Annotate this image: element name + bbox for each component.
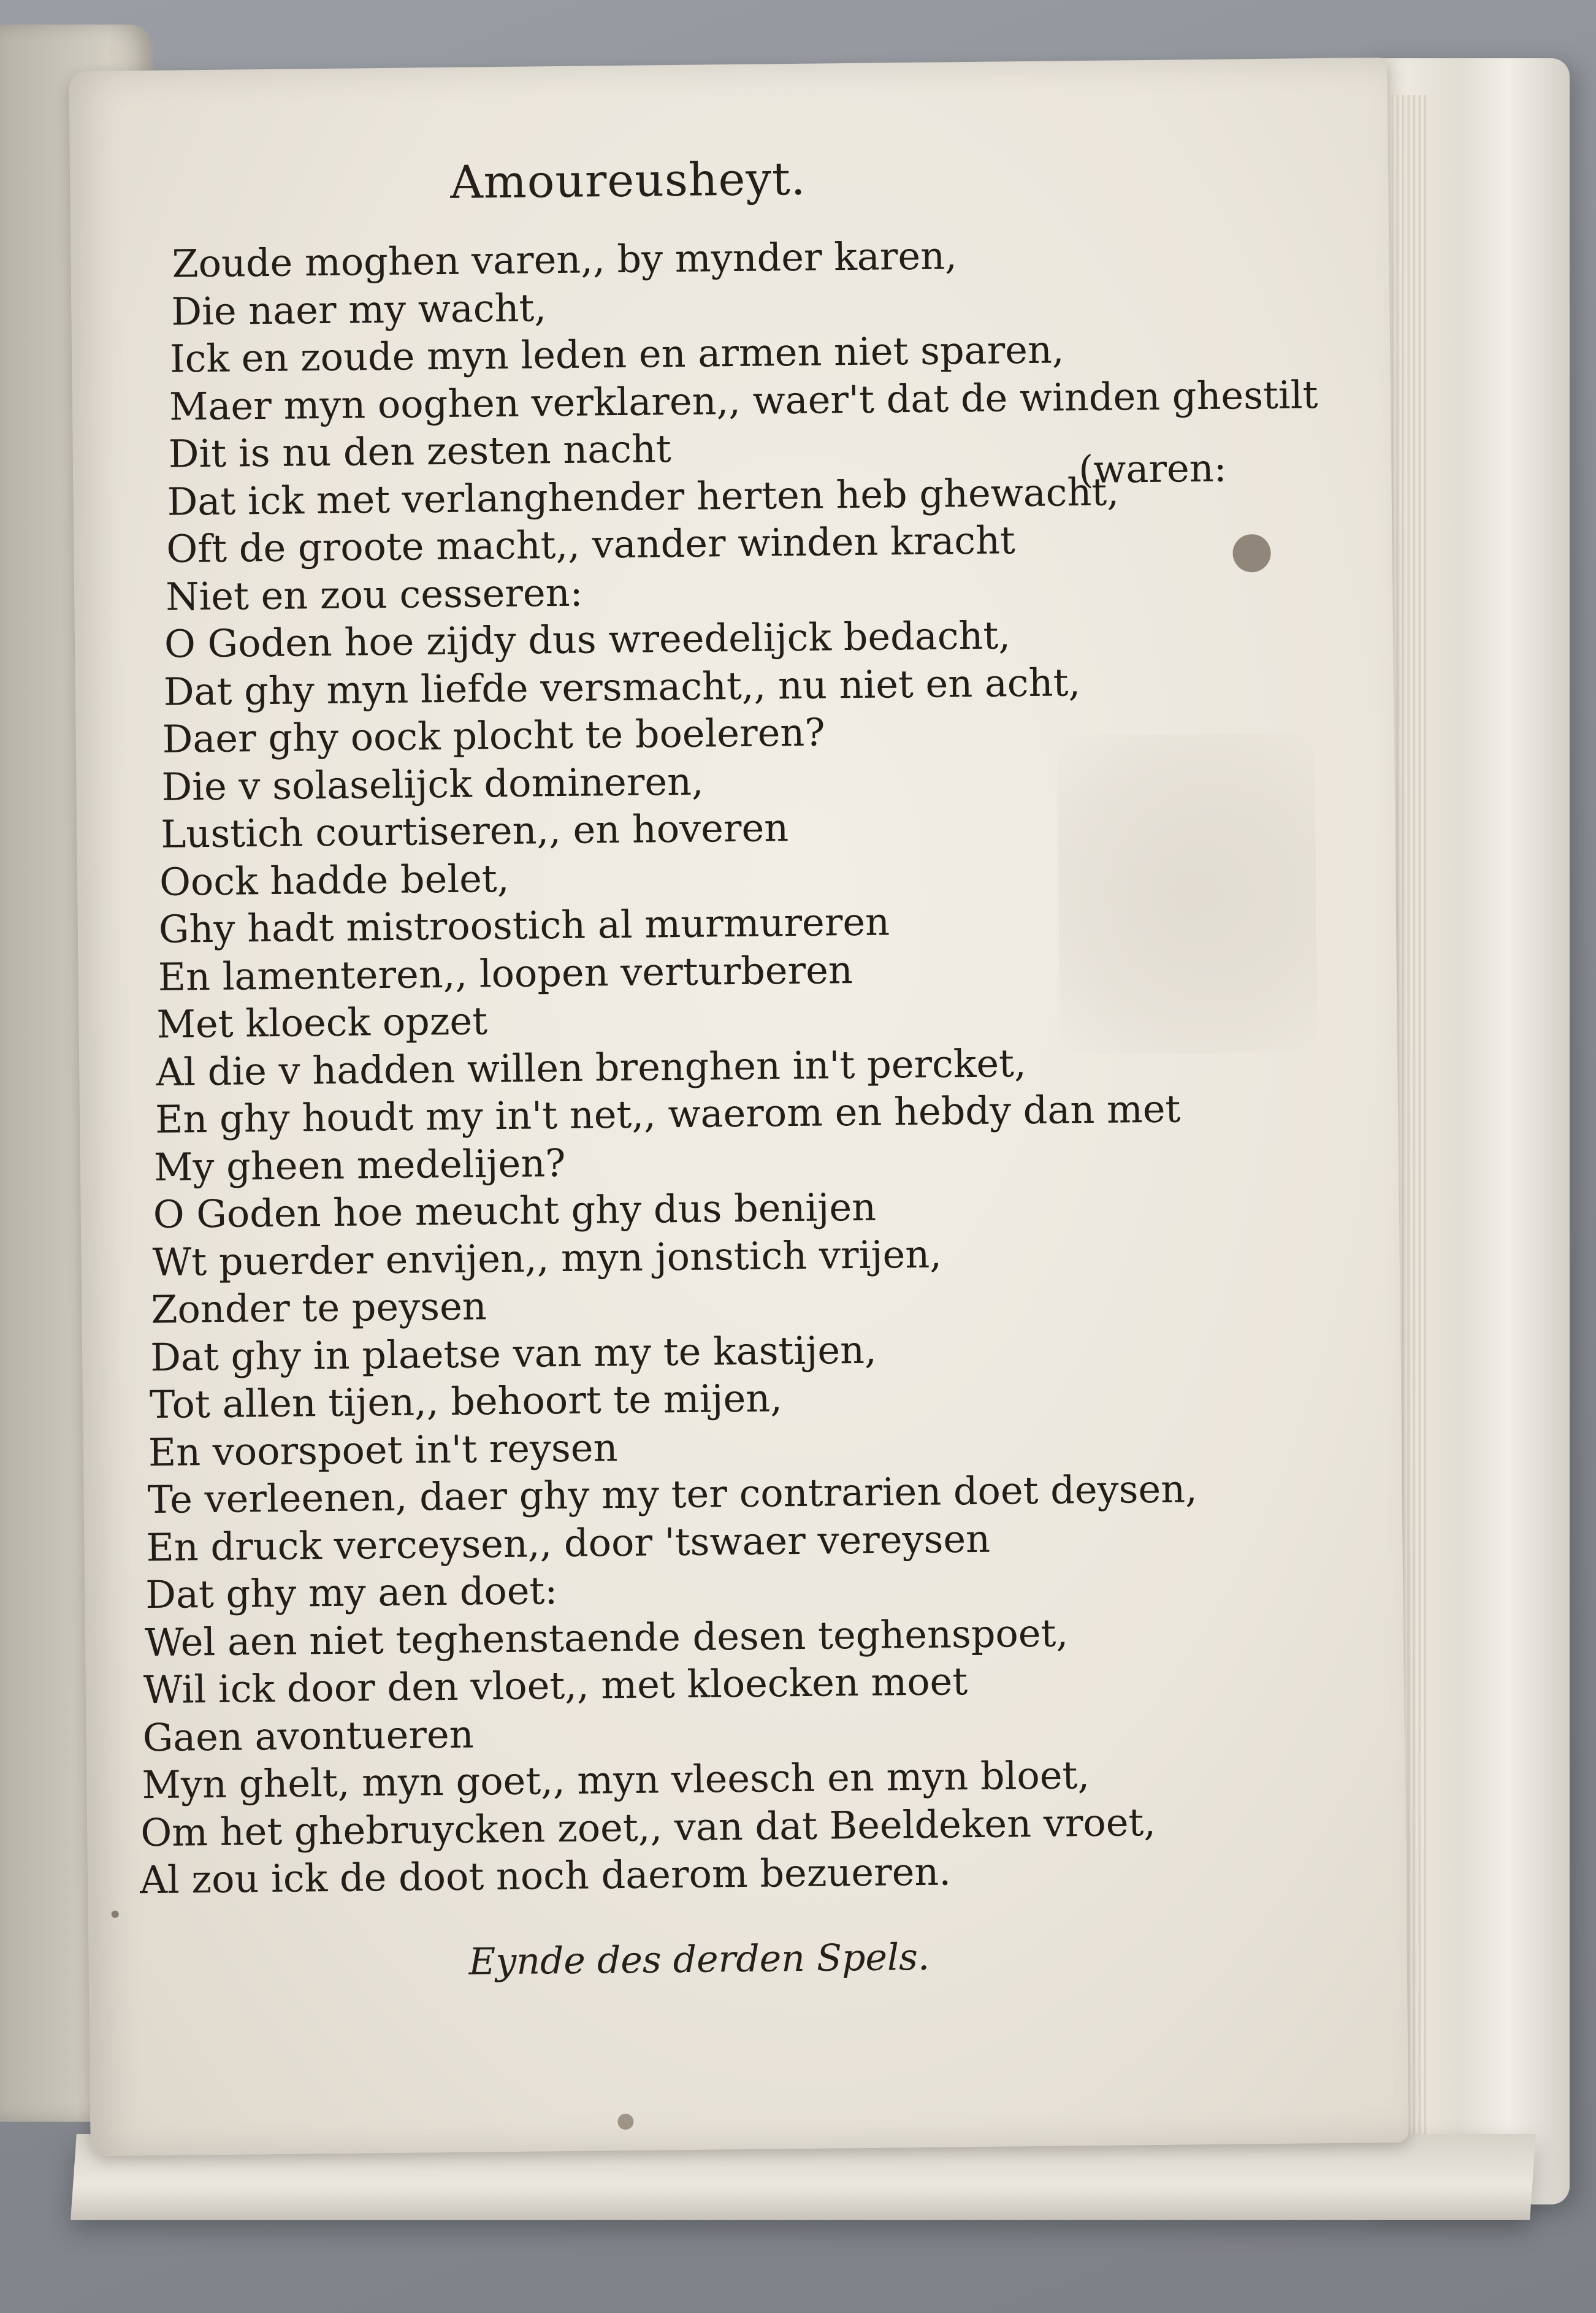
verse-line: Dat ick met verlanghender herten heb ghewacht, xyxy=(167,469,1120,524)
verse-line: Die naer my wacht, xyxy=(170,285,547,334)
verse-line: Wil ick door den vloet,, met kloecken moet xyxy=(143,1659,968,1713)
turnover-word: (waren: xyxy=(1078,445,1227,492)
verse-line: Dit is nu den zesten nacht xyxy=(168,426,672,476)
verse-line: Maer myn ooghen verklaren,, waer't dat de winden ghestilt xyxy=(169,372,1318,429)
verse-line: Oock hadde belet, xyxy=(159,855,510,904)
verse-line: Om het ghebruycken zoet,, van dat Beeldeken vroet, xyxy=(140,1799,1156,1856)
verse-line: Dat ghy my aen doet: xyxy=(145,1568,558,1618)
verse-line: Oft de groote macht,, vander winden kracht xyxy=(166,518,1016,572)
verse-line: Dat ghy in plaetse van my te kastijen, xyxy=(150,1327,877,1380)
verse-line: En druck verceysen,, door 'tswaer vereysen xyxy=(146,1516,991,1570)
colophon: Eynde des derden Spels. xyxy=(468,1935,930,1984)
verse-line: O Goden hoe zijdy dus wreedelijck bedacht, xyxy=(164,613,1011,667)
running-head: Amoureusheyt. xyxy=(449,152,806,209)
verse-line: Ghy hadt mistroostich al murmureren xyxy=(158,899,890,952)
verse-line: Niet en zou cesseren: xyxy=(165,570,583,619)
main-page xyxy=(69,58,1408,2156)
verse-line: Lustich courtiseren,, en hoveren xyxy=(160,805,789,857)
page-text xyxy=(69,58,1408,2156)
verse-line: Wt puerder envijen,, myn jonstich vrijen, xyxy=(152,1231,942,1285)
verse-line: En ghy houdt my in't net,, waerom en hebdy dan met xyxy=(155,1086,1181,1142)
verse-line: En voorspoet in't reysen xyxy=(148,1425,618,1475)
verse-line: Dat ghy myn liefde versmacht,, nu niet en acht, xyxy=(163,660,1081,714)
verse-line: My gheen medelijen? xyxy=(153,1140,566,1190)
verse-line: Ick en zoude myn leden en armen niet sparen, xyxy=(169,327,1064,381)
verse-line: Gaen avontueren xyxy=(142,1711,474,1761)
verse-line: Wel aen niet teghenstaende desen teghenspoet, xyxy=(144,1610,1069,1665)
verse-line: Zoude moghen varen,, by mynder karen, xyxy=(172,233,958,286)
verse-line: Zonder te peysen xyxy=(151,1283,487,1332)
verse-line: Al die v hadden willen brenghen in't percket, xyxy=(155,1041,1027,1095)
verse-line: En lamenteren,, loopen verturberen xyxy=(158,947,853,1000)
verse-line: Myn ghelt, myn goet,, myn vleesch en myn bloet, xyxy=(142,1753,1090,1808)
verse-line: O Goden hoe meucht ghy dus benijen xyxy=(153,1184,877,1237)
verse-line: Tot allen tijen,, behoort te mijen, xyxy=(149,1375,783,1428)
verse-line: Te verleenen, daer ghy my ter contrarien doet deysen, xyxy=(147,1466,1198,1523)
verse-line: Die v solaselijck domineren, xyxy=(161,759,704,809)
verse-line: Met kloeck opzet xyxy=(156,998,488,1047)
verse-line: Daer ghy oock plocht te boeleren? xyxy=(162,709,825,762)
verse-line: Al zou ick de doot noch daerom bezueren. xyxy=(139,1849,952,1903)
